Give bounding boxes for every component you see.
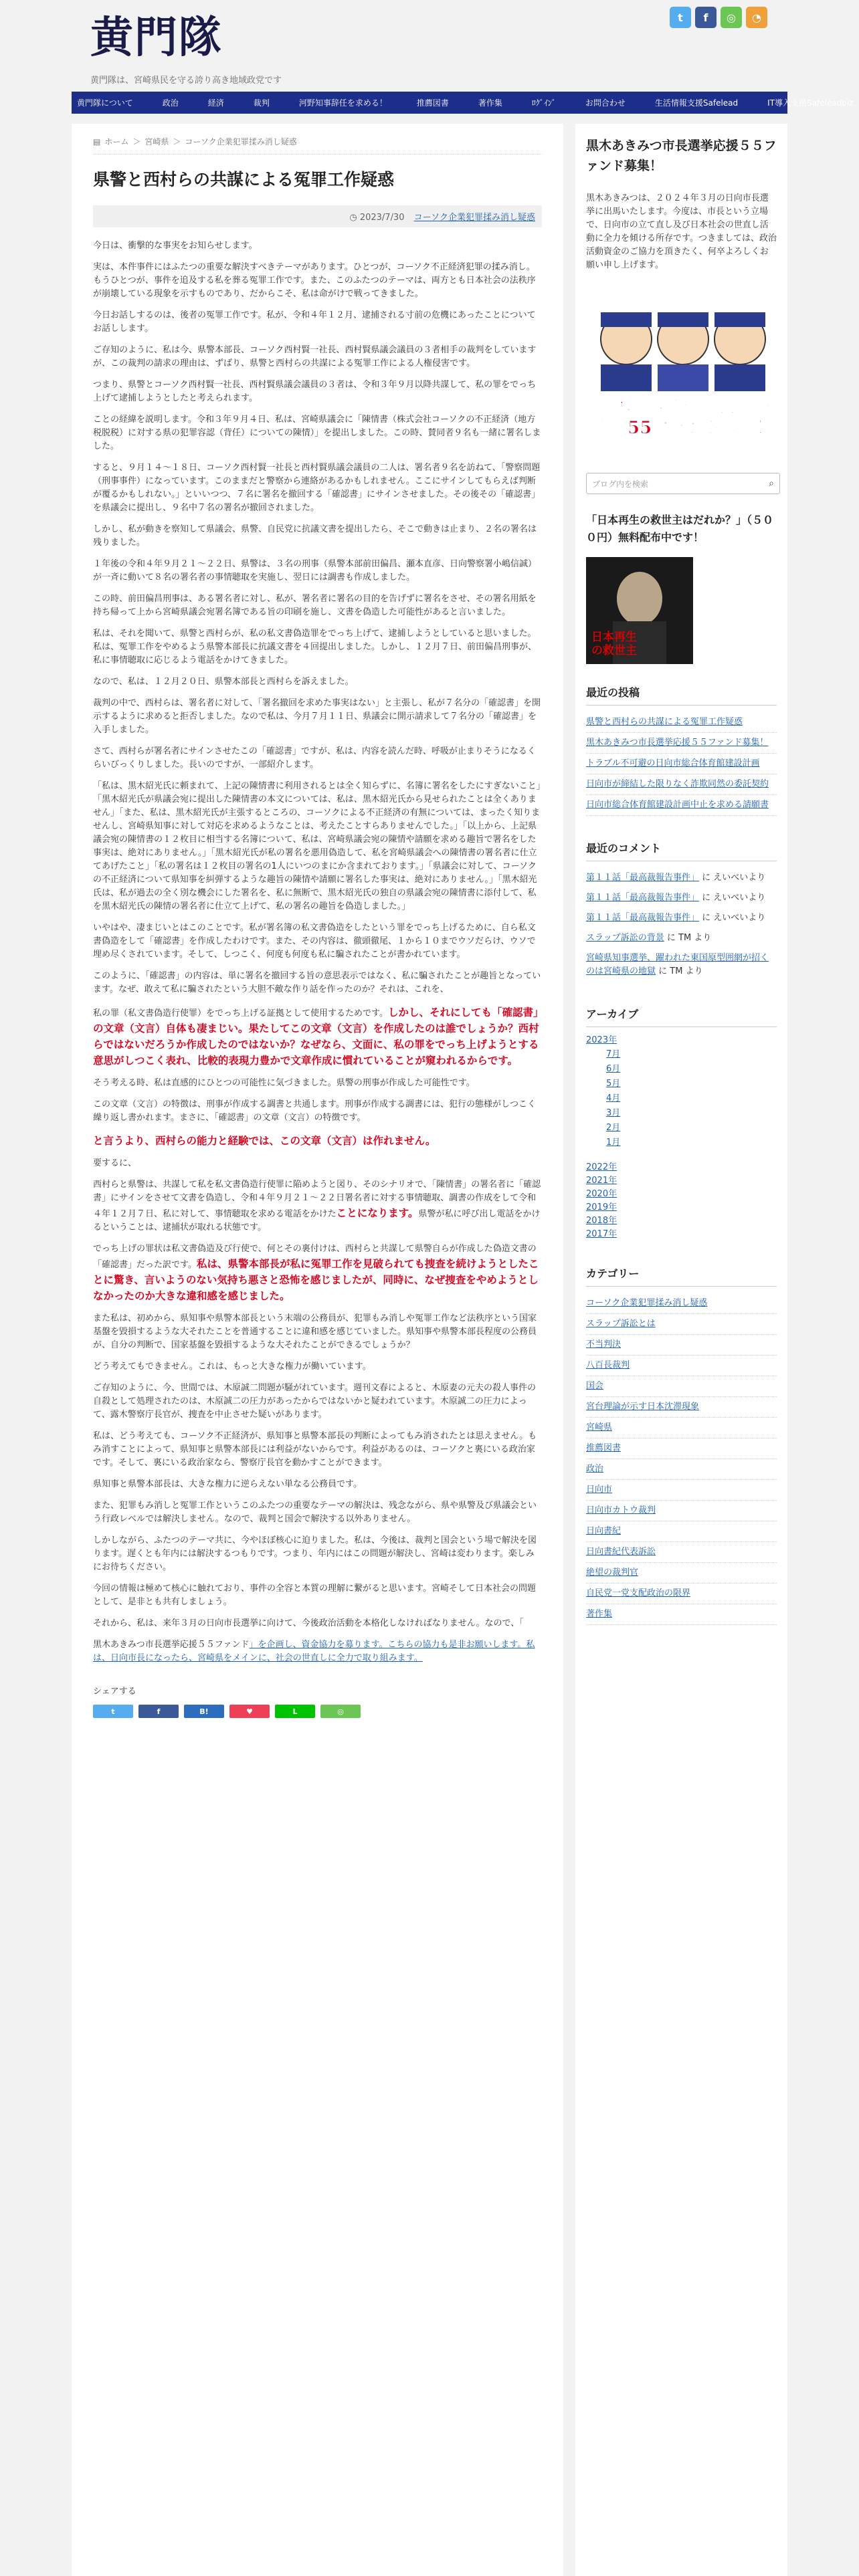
nav-item[interactable]: 河野知事辞任を求める！	[298, 98, 387, 108]
recent-post-item	[586, 733, 777, 754]
fund-banner-text: 黒木あきみつ市長選挙応援55ファンド募集！	[593, 397, 773, 438]
recent-comment-author: に TM より	[664, 933, 712, 943]
category-link[interactable]: 八百長裁判	[586, 1360, 630, 1370]
article-paragraph	[93, 1312, 542, 1352]
paragraph-text: 西村らと県警は、共謀して私を私文書偽造行使罪に陥めようと図り、そのシナリオで、「陳情書」の署名者に「確認書」にサインをさせて文書を偽造し、令和４年９月２１～２２日署名者に対する事情聴取、調書の作成をして令和４年１２月７日、私に対して、事情聴取を求める電話をかけた	[93, 1180, 541, 1219]
sidebar	[575, 124, 787, 2576]
clock-icon: ◷	[349, 213, 360, 223]
paragraph-text: ご存知のように、私は今、県警本部長、コーソク西村賢一社長、西村賢県議会議員の３者相手の裁判をしていますが、この裁判の請求の理由は、ずばり、県警と西村らの共謀による冤罪工作による人権侵害です。	[93, 345, 537, 368]
category-link[interactable]: 自民党一党支配政治の限界	[586, 1588, 691, 1598]
recent-comment-author: に えいべいより	[699, 913, 766, 923]
pocket-share-icon[interactable]: ♥	[229, 1705, 270, 1718]
archive-title: アーカイブ	[586, 1006, 777, 1027]
article-paragraph	[93, 675, 542, 689]
category-link[interactable]: 不当判決	[586, 1339, 622, 1350]
recent-post-item	[586, 712, 777, 733]
site-logo[interactable]	[90, 12, 244, 64]
feedly-share-icon[interactable]: ◎	[320, 1705, 361, 1718]
paragraph-text: また私は、初めから、県知事や県警本部長という末端の公務員が、犯罪もみ消しや冤罪工作など法秩序という国家基盤を毀損するような大それたことを普通することに違和感を感じていました。県知事や県警本部長程度の公務員が、自分の判断で、国家基盤を毀損するような大それたことができるでしょうか？	[93, 1313, 537, 1350]
logo-text[interactable]: 黄門隊	[90, 13, 223, 63]
paragraph-text: 県知事と県警本部長は、大きな権力に逆らえない単なる公務員です。	[93, 1479, 362, 1489]
nav-item[interactable]: お問合わせ	[585, 98, 626, 108]
article-paragraph	[93, 1178, 542, 1235]
archive-year-link[interactable]: 2018年	[586, 1216, 617, 1226]
breadcrumb-item[interactable]: 宮崎県	[145, 137, 169, 146]
article-paragraph	[93, 1499, 542, 1526]
article-paragraph	[93, 1617, 542, 1630]
paragraph-text: このように、「確認書」の内容は、単に署名を撤回する旨の意思表示ではなく、私に騙されたことが趣旨となっています。なぜ、敢えて私に騙されたという大胆不敵な作り話を作ったのか？それは、これを、	[93, 971, 541, 994]
archive-month-link[interactable]: 6月	[606, 1064, 621, 1074]
recent-comment-link[interactable]: スラップ訴訟の背景	[586, 933, 664, 943]
article-link[interactable]: 」を企画し、資金協力を募ります。こちらの協力も是非お願いします。私は、日向市長になったら、宮崎県をメインに、社会の世直しに全力で取り組みます。	[93, 1640, 535, 1663]
category-link[interactable]: 日向市	[586, 1485, 613, 1495]
article-paragraph	[93, 461, 542, 515]
article-paragraph	[93, 1243, 542, 1304]
category-item	[586, 1542, 777, 1563]
paragraph-text: 要するに、	[93, 1158, 137, 1168]
recent-comment-link[interactable]: 第１１話「最高裁報告事件」	[586, 873, 700, 883]
category-item	[586, 1501, 777, 1521]
article-paragraph	[93, 1534, 542, 1574]
paragraph-text: １年後の令和４年９月２１～２２日、県警は、３名の刑事（県警本部前田偏昌、瀬本直彦、日向警察署小嶋信誠）が一斉に動いて８名の署名者の事情聴取を実施し、翌日には調書も作成しました。	[93, 559, 537, 582]
article-paragraph	[93, 1133, 542, 1149]
rss-icon[interactable]: ◔	[746, 7, 767, 28]
article-paragraph	[93, 1382, 542, 1422]
paragraph-text: この時、前田偏昌刑事は、ある署名者に対し、私が、署名者に署名の目的を告げずに署名をさせ、その署名用紙を持ち帰って上から宮崎県議会宛署名簿である旨の印刷を施し、文書を偽造した可能性があると言いました。	[93, 594, 537, 617]
paragraph-text: 私は、それを聞いて、県警と西村らが、私の私文書偽造罪をでっち上げて、逮捕しようとしていると思いました。私は、冤罪工作をやめるよう県警本部長に抗議文書を４回提出しました。しかし、１２月７日、前田偏昌刑事が、私に事情聴取に応じるよう電話をかけてきました。	[93, 629, 537, 665]
search-box[interactable]	[586, 473, 780, 494]
article-paragraph	[93, 309, 542, 336]
paragraph-text: なので、私は、１２月２０日、県警本部長と西村らを訴えました。	[93, 677, 354, 687]
category-item	[586, 1293, 777, 1314]
recent-comment-link[interactable]: 宮崎県知事選挙、躍われた東国原型囲網が招くのは宮崎県の地獄	[586, 953, 769, 976]
article-paragraph	[93, 1430, 542, 1470]
category-link[interactable]: 宮崎県	[586, 1422, 613, 1432]
emphasis-text: と言うより、西村らの能力と経験では、この文章（文言）は作れません。	[93, 1135, 436, 1147]
recent-comment-item	[586, 888, 777, 908]
archive-month-link[interactable]: 2月	[606, 1123, 621, 1133]
archive-year-2023[interactable]: 2023年	[586, 1035, 617, 1045]
recent-comment-link[interactable]: 第１１話「最高裁報告事件」	[586, 893, 700, 903]
feedly-icon[interactable]: ◎	[721, 7, 742, 28]
paragraph-text: いやはや、凄まじいとはこのことです。私が署名簿の私文書偽造をしたという罪をでっち上げるために、自ら私文書偽造をして「確認書」を作成したわけです。また、その内容は、徹頭徹尾、１から１０までウソだらけ、ウソで埋め尽くされています。そして、しつこく、何度も何度も私に騙されたことが書かれています。	[93, 923, 536, 960]
article-paragraph	[93, 1638, 542, 1665]
article-title: 県警と西村らの共謀による冤罪工作疑惑	[93, 170, 395, 189]
category-item	[586, 1521, 777, 1542]
article-paragraph	[93, 780, 542, 914]
search-input[interactable]: ブログ内を検索	[592, 479, 649, 489]
category-item	[586, 1376, 777, 1397]
site-tagline: 黄門隊は、宮崎県民を守る誇り高き地域政党です	[90, 76, 282, 86]
paragraph-text: しかし、私が動きを察知して県議会、県警、自民党に抗議文書を提出したら、そこで動きは止まり、２名の署名は残りました。	[93, 524, 537, 548]
article-date: 2023/7/30	[359, 213, 405, 223]
category-link[interactable]: スラップ訴訟とは	[586, 1319, 656, 1329]
emphasis-text: ことになります。	[336, 1207, 419, 1219]
category-item	[586, 1335, 777, 1356]
paragraph-text: 今日は、衝撃的な事実をお知らせします。	[93, 241, 258, 251]
paragraph-text: さて、西村らが署名者にサインさせたこの「確認書」ですが、私は、内容を読んだ時、呼吸が止まりそうになるくらいびっくりしました。長いのですが、一部紹介します。	[93, 746, 536, 770]
recent-comment-link[interactable]: 第１１話「最高裁報告事件」	[586, 913, 700, 923]
article-paragraph	[93, 593, 542, 619]
paragraph-text: しかしながら、ふたつのテーマ共に、今やほぼ核心に迫りました。私は、今後は、裁判と国会という場で解決を図ります。遅くとも年内には解決するつもりです。つまり、年内にはこの問題が解決し、宮崎は変わります。楽しみにお待ちください。	[93, 1535, 537, 1572]
article-paragraph	[93, 1582, 542, 1609]
article-body	[93, 239, 542, 1665]
category-item	[586, 1356, 777, 1376]
archive-month-link[interactable]: 5月	[606, 1079, 621, 1089]
paragraph-text: 県警が私に呼び出し電話をかけるということは、逮捕状が取れる状態です。	[93, 1209, 541, 1232]
recent-comment-author: に えいべいより	[699, 893, 766, 903]
article-paragraph	[93, 1478, 542, 1491]
recent-posts-title: 最近の投稿	[586, 684, 777, 706]
category-item	[586, 1480, 777, 1501]
paragraph-text: 今回の情報は極めて核心に触れており、事件の全容と本質の理解に繋がると思います。宮崎そして日本社会の問題として、是非とも共有しましょう。	[93, 1584, 536, 1607]
paragraph-text: 実は、本件事件にはふたつの重要な解決すべきテーマがあります。ひとつが、コーソク不正経済犯罪の揉み消し。もうひとつが、事件を追及する私を葬る冤罪工作です。また、このふたつのテーマは、両方とも日本社会の法秩序が崩壊している現象を示すものであり、だからこそ、私は命がけで戦ってきました。	[93, 262, 536, 299]
breadcrumb-separator: ＞	[173, 137, 181, 146]
nav-item[interactable]: IT導入支援Safeleadbiz	[767, 98, 854, 108]
category-link[interactable]: 国会	[586, 1381, 604, 1391]
recent-post-link[interactable]: 日向市が締結した限りなく詐欺同然の委託契約	[586, 779, 769, 789]
search-icon[interactable]: ⌕	[769, 478, 774, 489]
paragraph-text: ことの経緯を説明します。令和３年９月４日、私は、宮崎県議会に「陳情書（株式会社コーソクの不正経済（地方税脱税）に対する県の犯罪容認（背任）についての陳情）」を提出しました。この時、賛同者９名も一緒に署名しました。	[93, 415, 541, 451]
nav-item[interactable]: 著作集	[478, 98, 502, 108]
category-link[interactable]: 政治	[586, 1464, 604, 1474]
recent-comment-item	[586, 908, 777, 928]
main-content	[72, 124, 563, 2576]
archive-year-link[interactable]: 2020年	[586, 1189, 617, 1199]
breadcrumb-item[interactable]: コーソク企業犯罪揉み消し疑惑	[185, 137, 297, 146]
social-links	[670, 7, 767, 28]
book-title: 「日本再生の救世主はだれか？」（５００円）無料配布中です！	[586, 514, 774, 544]
article-paragraph	[93, 1077, 542, 1090]
article-paragraph	[93, 379, 542, 405]
archive-month-link[interactable]: 4月	[606, 1093, 621, 1103]
share-buttons	[93, 1705, 542, 1718]
recent-comment-author: に TM より	[656, 966, 703, 976]
paragraph-text: 黒木あきみつ市長選挙応援５５ファンド	[93, 1640, 250, 1650]
article-paragraph	[93, 697, 542, 737]
article-paragraph	[93, 261, 542, 301]
recent-post-item	[586, 774, 777, 795]
categories	[586, 1265, 777, 1625]
twitter-icon[interactable]: t	[670, 7, 691, 28]
paragraph-text: 私は、どう考えても、コーソク不正経済が、県知事と県警本部長の判断によってもみ消されたとは思えません。もみ消すことによって、県知事と県警本部長には利益がないからです。利益があるのは、コーソクと裏にいる政治家です。そして、裏にいる政治家なら、警察庁長官を動かすことができます。	[93, 1431, 537, 1468]
article-paragraph	[93, 1157, 542, 1170]
fund-banner[interactable]	[586, 286, 780, 453]
article-paragraph	[93, 745, 542, 772]
article-category-link[interactable]: コーソク企業犯罪揉み消し疑惑	[413, 213, 535, 223]
category-link[interactable]: 日向書紀代表訴訟	[586, 1547, 656, 1557]
line-share-icon[interactable]: L	[275, 1705, 315, 1718]
article-paragraph	[93, 970, 542, 996]
global-nav	[72, 92, 854, 114]
archive-year-link[interactable]: 2019年	[586, 1202, 617, 1212]
nav-item[interactable]: 裁判	[253, 98, 270, 108]
facebook-icon[interactable]: f	[695, 7, 717, 28]
facebook-share-icon[interactable]: f	[138, 1705, 179, 1718]
article-paragraph	[93, 239, 542, 253]
emphasis-text: 私は、県警本部長が私に冤罪工作を見破られても捜査を続けようとしたことに驚き、言いようのない気持ち悪さと恐怖を感じましたが、同時に、なぜ捜査をやめようとしなかったのか大きな違和感を感じました。	[93, 1258, 539, 1302]
breadcrumb-item[interactable]: ホーム	[104, 137, 129, 146]
book-cover[interactable]	[586, 557, 693, 664]
recent-posts	[586, 684, 777, 816]
hatena-share-icon[interactable]: B!	[184, 1705, 224, 1718]
categories-title: カテゴリー	[586, 1265, 777, 1287]
recent-post-link[interactable]: 日向市総合体育館建設計画中止を求める請願書	[586, 800, 769, 810]
nav-item[interactable]: 黄門隊について	[77, 98, 133, 108]
recent-comment-item	[586, 948, 777, 982]
twitter-share-icon[interactable]: t	[93, 1705, 133, 1718]
nav-item[interactable]: 経済	[207, 98, 224, 108]
nav-item[interactable]: 政治	[162, 98, 179, 108]
recent-comment-item	[586, 868, 777, 888]
breadcrumb-separator: ＞	[132, 137, 141, 146]
article-paragraph	[93, 922, 542, 962]
category-link[interactable]: 推薦図書	[586, 1443, 622, 1453]
article-meta	[93, 205, 542, 227]
archive-year-link[interactable]: 2017年	[586, 1229, 617, 1239]
category-link[interactable]: 絶望の裁判官	[586, 1568, 639, 1578]
paragraph-text: また、犯罪もみ消しと冤罪工作というこのふたつの重要なテーマの解決は、残念ながら、県や県警及び県議会という行政レベルでは解決しません。なので、裁判と国会で解決する以外ありません。	[93, 1501, 537, 1524]
category-item	[586, 1397, 777, 1418]
category-link[interactable]: 日向市カトウ裁判	[586, 1505, 656, 1515]
category-item	[586, 1604, 777, 1625]
fund-title: 黒木あきみつ市長選挙応援５５ファンド募集！	[586, 138, 777, 173]
category-link[interactable]: 宮台理論が示す日本沈滞現象	[586, 1402, 700, 1412]
category-link[interactable]: 日向書紀	[586, 1526, 622, 1536]
archive-month-link[interactable]: 1月	[606, 1138, 621, 1148]
emphasis-text: しかし、それにしても「確認書」の文章（文言）自体も凄まじい。果たしてこの文章（文言）を作成したのは誰でしょうか？西村らではないだろうか作成したのではないか？なぜなら、文面に、私の罪をでっち上げようとする意思がしつこく表れ、比較的表現力豊かで文章作成に慣れていることが窺われるからです。	[93, 1006, 539, 1067]
recent-post-item	[586, 795, 777, 816]
paragraph-text: ご存知のように、今、世間では、木原誠二問題が騒がれています。週刊文春によると、木原妻の元夫の殺人事件の自殺として処理されたのは、木原誠二の圧力があったからではないかと疑われています。木原誠二の圧力によって、露木警察庁長官が、捜査を中止させた疑いがあります。	[93, 1383, 536, 1420]
archive-month-link[interactable]: 3月	[606, 1108, 621, 1118]
article-paragraph	[93, 523, 542, 550]
breadcrumb	[93, 136, 542, 154]
category-item	[586, 1418, 777, 1438]
paragraph-text: 「私は、黒木紹光氏に頼まれて、上記の陳情書に利用されるとは全く知らずに、名簿に署名をしたにすぎないこと」「黒木紹光氏が県議会宛に提出した陳情書の本文については、私は、黒木紹光氏から見せられたことは全くありません」「また、私は、黒木紹光氏が主張するところの、コーソクによる不正経済の有無については、まったく知りませんし、宮崎県知事に対して対応を求めるようなことは、考えたことすらありませんでした。」「以上から、上記県議会宛の陳情書の１２枚目に相当する名簿について、私は、宮崎県議会宛の陳情や請願を求める趣旨で署名をした事実は、絶対にありません。」「黒木紹光氏が私の署名を悪用偽造して、私を宮崎県議会への陳情書の署名者に仕立てあげたこと」「私の署名は１２枚目の署名の1人にいつのまにか含まれております。」「県議会に対して、コーソクの不正経済について県知事を糾弾するような趣旨の陳情や請願に署名した事実は、絶対にありません。」「黒木紹光氏は、私が過去の全く別な機会にした署名を、私に無断で、黒木紹光氏の独自の県議会宛の陳情書に添付して、私を黒木紹光氏の陳情の署名者に仕立て上げて、私の署名の趣旨を偽造しました。」	[93, 781, 541, 911]
category-item	[586, 1459, 777, 1480]
article-paragraph	[93, 413, 542, 453]
paragraph-text: 裁判の中で、西村らは、署名者に対して、「署名撤回を求めた事実はない」と主張し、私が７名分の「確認書」を開示するように求めると拒否しました。なので私は、今月７月１１日、県議会に開示請求して７名分の「確認書」を入手しました。	[93, 698, 541, 735]
category-link[interactable]: コーソク企業犯罪揉み消し疑惑	[586, 1298, 708, 1308]
category-item	[586, 1563, 777, 1584]
paragraph-text: どう考えてもできません。これは、もっと大きな権力が働いています。	[93, 1362, 371, 1372]
nav-item[interactable]: ﾛｸﾞｲﾝﾞ	[531, 98, 556, 108]
category-item	[586, 1438, 777, 1459]
paragraph-text: 今日お話しするのは、後者の冤罪工作です。私が、令和４年１２月、逮捕される寸前の危機にあったことについてお話しします。	[93, 310, 536, 334]
article-paragraph	[93, 1098, 542, 1125]
recent-post-item	[586, 754, 777, 774]
site-header	[0, 0, 859, 90]
recent-post-link[interactable]: 黒木あきみつ市長選挙応援５５ファンド募集！	[586, 738, 769, 748]
book-cover-text: 日本再生の救世主	[591, 631, 637, 657]
fund-text: 黒木あきみつは、２０２４年３月の日向市長選挙に出馬いたします。今度は、市長という立場で、日向市の立て直し及び日本社会の世直し活動に全力を傾ける所存です。つきましては、政治活動資金のご協力を頂きたく、何卒よろしくお願い申し上げます。	[586, 193, 777, 270]
nav-item[interactable]: 生活情報支援Safelead	[654, 98, 739, 108]
article-paragraph	[93, 627, 542, 667]
paragraph-text: でっち上げの罪状は私文書偽造及び行使で、何とその裏付けは、西村らと共謀して県警自らが作成した偽造文書の「確認書」だった訳です。	[93, 1244, 537, 1270]
recent-comment-author: に えいべいより	[699, 873, 766, 883]
category-item	[586, 1314, 777, 1335]
article-paragraph	[93, 1004, 542, 1069]
article-paragraph	[93, 1360, 542, 1374]
nav-item[interactable]: 推薦図書	[416, 98, 449, 108]
paragraph-text: つまり、県警とコーソク西村賢一社長、西村賢県議会議員の３者は、令和３年９月以降共謀して、私の罪をでっち上げて逮捕しようとしたと考えられます。	[93, 380, 537, 403]
recent-post-link[interactable]: トラブル不可避の日向市総合体育館建設計画	[586, 758, 760, 768]
article-paragraph	[93, 558, 542, 584]
archive-year-link[interactable]: 2022年	[586, 1162, 617, 1172]
recent-post-link[interactable]: 県警と西村らの共謀による冤罪工作疑惑	[586, 717, 743, 727]
paragraph-text: 私の罪（私文書偽造行使罪）をでっち上げる証拠として使用するためです。	[93, 1008, 388, 1018]
article-paragraph	[93, 344, 542, 370]
paragraph-text: すると、９月１４～１８日、コーソク西村賢一社長と西村賢県議会議員の二人は、署名者９名を訪ねて、「警察問題（刑事事件）になっています。このままだと警察から連絡があるかもしれません。ここにサインしてもらえば判断が覆るかもしれない。」といいつつ、７名に署名を撤回する「確認書」にサインさせました。その後その「確認書」を県議会に提出し、９名中７名の署名が撤回されました。	[93, 463, 541, 513]
category-link[interactable]: 著作集	[586, 1609, 613, 1619]
archive-year-link[interactable]: 2021年	[586, 1176, 617, 1186]
folder-icon: ▤	[93, 137, 101, 146]
archive-month-link[interactable]: 7月	[606, 1049, 621, 1059]
paragraph-text: そう考える時、私は直感的にひとつの可能性に気づきました。県警の刑事が作成した可能性です。	[93, 1078, 475, 1088]
archive	[586, 1006, 777, 1241]
share-label: シェアする	[93, 1687, 136, 1697]
recent-comments-title: 最近のコメント	[586, 840, 777, 861]
recent-comments	[586, 840, 777, 982]
category-item	[586, 1584, 777, 1604]
paragraph-text: この文章（文言）の特徴は、刑事が作成する調書と共通します。刑事が作成する調書には、犯行の態様がしつこく繰り返し書かれます。まさに、「確認書」の文章（文言）の特徴です。	[93, 1099, 536, 1123]
paragraph-text: それから、私は、来年３月の日向市長選挙に向けて、今後政治活動を本格化しなければなりません。なので、「	[93, 1618, 524, 1628]
recent-comment-item	[586, 928, 777, 948]
